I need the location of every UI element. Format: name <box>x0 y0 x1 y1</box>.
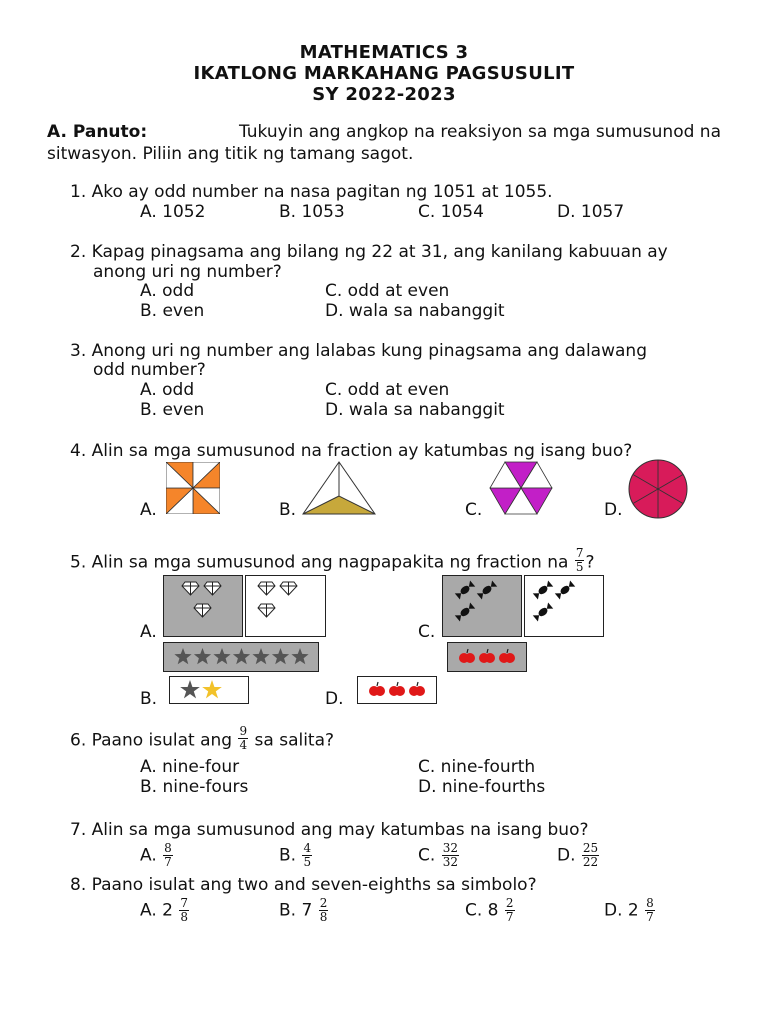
diamonds-partial-box[interactable] <box>245 575 326 637</box>
triangle-figure[interactable] <box>301 460 377 516</box>
q7-choice-d[interactable] <box>557 842 600 869</box>
q2-choice-c[interactable]: C. odd at even <box>325 281 450 301</box>
frac-num: 32 <box>442 841 458 855</box>
q7-choice-d-letter: D. <box>557 845 576 866</box>
frac-num: 25 <box>582 841 599 855</box>
q5-text <box>70 546 595 576</box>
q6-text <box>70 724 335 754</box>
q5-text-after: ? <box>585 552 595 573</box>
star-icon <box>291 648 308 664</box>
star-icon <box>233 648 250 664</box>
q8-choice-b[interactable] <box>279 897 329 924</box>
frac-num: 7 <box>180 896 189 910</box>
q8-text: 8. Paano isulat ang two and seven-eighths sa simbolo? <box>70 875 537 895</box>
q4-choice-b-label[interactable]: B. <box>279 500 297 520</box>
q8-choice-c[interactable] <box>465 897 516 924</box>
q6-fraction <box>238 725 248 752</box>
frac-num: 4 <box>303 841 312 855</box>
q8-choice-a-whole: A. 2 <box>140 900 173 921</box>
q8-choice-c-whole: C. 8 <box>465 900 499 921</box>
apple-icon <box>499 649 515 663</box>
q3-text-1: 3. Anong uri ng number ang lalabas kung pinagsama ang dalawang <box>70 341 647 361</box>
q2-text-1: 2. Kapag pinagsama ang bilang ng 22 at 31, ang kanilang kabuuan ay <box>70 242 668 262</box>
q6-choice-a[interactable]: A. nine-four <box>140 757 240 777</box>
q7-choice-b-fraction <box>302 842 312 869</box>
q6-frac-den: 4 <box>239 738 248 752</box>
q5-choice-c-label[interactable]: C. <box>418 622 436 642</box>
q5-frac-den: 5 <box>575 560 584 574</box>
hexagon-figure[interactable] <box>488 460 554 516</box>
q3-choice-b[interactable]: B. even <box>140 400 205 420</box>
frac-den: 8 <box>319 910 328 924</box>
q8-choice-d-fraction <box>645 897 655 924</box>
q7-choice-b[interactable] <box>279 842 313 869</box>
apple-icon <box>459 649 475 663</box>
q7-choice-a-fraction <box>163 842 173 869</box>
q7-choice-a-letter: A. <box>140 845 157 866</box>
q7-choice-c[interactable] <box>418 842 460 869</box>
q4-choice-a-label[interactable]: A. <box>140 500 157 520</box>
frac-den: 7 <box>164 855 172 869</box>
apples-partial-box[interactable] <box>357 676 437 704</box>
q7-choice-c-fraction <box>442 842 459 869</box>
school-year-title: SY 2022-2023 <box>312 84 456 105</box>
q3-text-2: odd number? <box>93 360 206 380</box>
instructions-line-1 <box>47 122 721 142</box>
instructions-text-1: Tukuyin ang angkop na reaksiyon sa mga sumusunod na <box>238 122 721 142</box>
q1-choice-d[interactable]: D. 1057 <box>557 202 625 222</box>
q2-choice-a[interactable]: A. odd <box>140 281 195 301</box>
star-icon <box>213 648 230 664</box>
star-icon <box>252 648 269 664</box>
q6-choice-d[interactable]: D. nine-fourths <box>418 777 546 797</box>
pinwheel-square-figure[interactable] <box>166 462 220 514</box>
q8-choice-a[interactable] <box>140 897 190 924</box>
diamonds-full-box[interactable] <box>163 575 243 637</box>
instructions-text-2: sitwasyon. Piliin ang titik ng tamang sagot. <box>47 144 414 164</box>
frac-den: 32 <box>442 855 458 869</box>
q1-text: 1. Ako ay odd number na nasa pagitan ng 1051 at 1055. <box>70 182 553 202</box>
q5-text-before: 5. Alin sa mga sumusunod ang nagpapakita ng fraction na <box>70 552 569 573</box>
q6-frac-num: 9 <box>239 724 248 738</box>
q6-text-before: 6. Paano isulat ang <box>70 730 233 751</box>
q4-choice-d-label[interactable]: D. <box>604 500 623 520</box>
test-subject-title: MATHEMATICS 3 <box>299 42 469 63</box>
frac-den: 8 <box>180 910 189 924</box>
q3-choice-a[interactable]: A. odd <box>140 380 195 400</box>
q1-choice-a[interactable]: A. 1052 <box>140 202 206 222</box>
candies-full-box[interactable] <box>442 575 522 637</box>
frac-num: 2 <box>319 896 328 910</box>
candies-partial-box[interactable] <box>524 575 604 637</box>
stars-full-box[interactable] <box>163 642 319 672</box>
q8-choice-d-whole: D. 2 <box>604 900 639 921</box>
q7-choice-a[interactable] <box>140 842 174 869</box>
apple-icon <box>409 682 425 696</box>
q6-choice-c[interactable]: C. nine-fourth <box>418 757 536 777</box>
frac-den: 5 <box>303 855 312 869</box>
frac-num: 8 <box>164 841 172 855</box>
test-name-title: IKATLONG MARKAHANG PAGSUSULIT <box>193 63 575 84</box>
q5-choice-d-label[interactable]: D. <box>325 689 344 709</box>
q5-choice-a-label[interactable]: A. <box>140 622 157 642</box>
q8-choice-c-fraction <box>505 897 515 924</box>
q8-choice-b-whole: B. 7 <box>279 900 313 921</box>
q4-text: 4. Alin sa mga sumusunod na fraction ay katumbas ng isang buo? <box>70 441 633 461</box>
q2-text-2: anong uri ng number? <box>93 262 282 282</box>
q5-frac-num: 7 <box>575 546 584 560</box>
frac-den: 7 <box>505 910 514 924</box>
star-icon <box>174 648 191 664</box>
q5-fraction <box>575 547 585 574</box>
q3-choice-c[interactable]: C. odd at even <box>325 380 450 400</box>
apple-icon <box>479 649 495 663</box>
frac-den: 22 <box>582 855 599 869</box>
q2-choice-d[interactable]: D. wala sa nabanggit <box>325 301 505 321</box>
q6-choice-b[interactable]: B. nine-fours <box>140 777 249 797</box>
instructions-label: A. Panuto: <box>47 122 148 142</box>
q7-choice-b-letter: B. <box>279 845 297 866</box>
apple-icon <box>389 682 405 696</box>
q6-text-after: sa salita? <box>254 730 335 751</box>
star-icon <box>180 680 200 698</box>
q5-choice-b-label[interactable]: B. <box>140 689 158 709</box>
star-icon <box>202 680 222 698</box>
q8-choice-a-fraction <box>179 897 189 924</box>
star-icon <box>194 648 211 664</box>
star-icon <box>272 648 289 664</box>
frac-num: 2 <box>505 896 514 910</box>
frac-den: 7 <box>646 910 654 924</box>
circle-pie-figure[interactable] <box>627 458 689 520</box>
q7-choice-c-letter: C. <box>418 845 436 866</box>
q8-choice-b-fraction <box>319 897 329 924</box>
frac-num: 8 <box>646 896 654 910</box>
q4-choice-c-label[interactable]: C. <box>465 500 483 520</box>
q1-choice-c[interactable]: C. 1054 <box>418 202 484 222</box>
apple-icon <box>369 682 385 696</box>
apples-full-box[interactable] <box>447 642 527 672</box>
q1-choice-b[interactable]: B. 1053 <box>279 202 345 222</box>
q2-choice-b[interactable]: B. even <box>140 301 205 321</box>
q7-text: 7. Alin sa mga sumusunod ang may katumbas na isang buo? <box>70 820 589 840</box>
q7-choice-d-fraction <box>582 842 599 869</box>
q3-choice-d[interactable]: D. wala sa nabanggit <box>325 400 505 420</box>
stars-partial-box[interactable] <box>169 676 249 704</box>
q8-choice-d[interactable] <box>604 897 656 924</box>
